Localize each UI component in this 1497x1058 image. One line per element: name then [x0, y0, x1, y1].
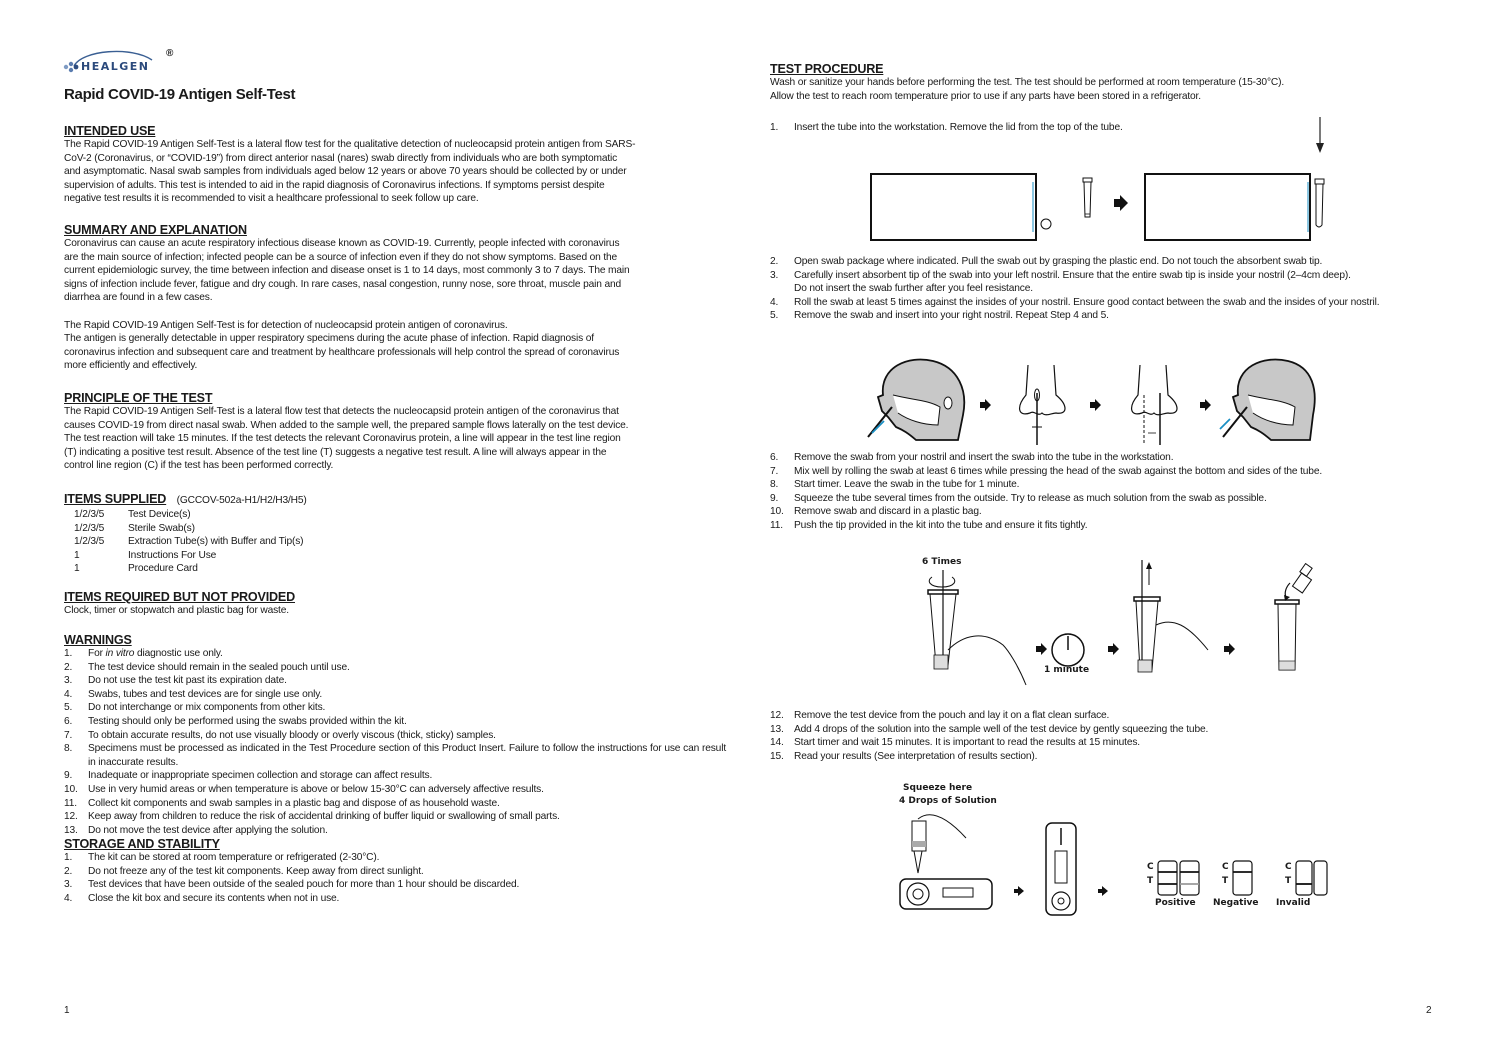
item-number: 5. [770, 310, 779, 322]
item-name: Sterile Swab(s) [128, 522, 195, 534]
workstation-empty [871, 174, 1051, 240]
tube-icon [1083, 178, 1092, 217]
procedure-steps-12-15 [770, 709, 1450, 763]
text-line: negative test results it is recommended to visit a healthcare professional to seek follow up care. [64, 193, 479, 205]
arrow-right-icon [1224, 643, 1235, 655]
healgen-logo [62, 46, 192, 80]
item-number: 4. [64, 688, 73, 700]
arrow-right-icon [1036, 643, 1047, 655]
item-text: diagnostic use only. [134, 648, 223, 659]
list-item [770, 478, 1450, 492]
item-number: 12. [770, 710, 784, 721]
section-body [64, 237, 726, 373]
device-vertical [1046, 823, 1076, 915]
minute-label: 1 minute [1044, 665, 1090, 675]
text-line: coronavirus infection and subsequent care and treatment by healthcare professionals will help control the spread of coronavirus [64, 346, 620, 358]
section-body [64, 138, 726, 206]
text-line: Coronavirus can cause an acute respiratory infectious disease known as COVID-19. Currently, people infected with coronavirus [64, 238, 620, 249]
list-item [770, 505, 1450, 519]
times-label: 6 Times [922, 557, 962, 567]
item-number: 1. [770, 122, 779, 133]
items-list [64, 508, 726, 576]
list-item [64, 661, 726, 675]
result-invalid [1296, 861, 1327, 895]
section-items-required [64, 590, 726, 618]
arrow-right-icon [1108, 643, 1119, 655]
product-code: (GCCOV-502a-H1/H2/H3/H5) [176, 495, 307, 506]
section-body [64, 405, 726, 473]
list-item [64, 715, 726, 729]
mixing-graphics [908, 555, 1348, 695]
item-text: Use in very humid areas or when temperature is above or below 15-30°C can adversely affective results. [88, 783, 544, 795]
down-arrow-icon [1316, 117, 1324, 153]
list-item [770, 465, 1450, 479]
item-text: Remove the test device from the pouch and lay it on a flat clean surface. [794, 710, 1110, 721]
item-number: 2. [64, 661, 73, 673]
item-number: 2. [770, 256, 779, 267]
t-label: T [1222, 876, 1229, 886]
device-horizontal-with-tube [900, 815, 992, 909]
list-item [64, 647, 726, 661]
positive-label: Positive [1155, 898, 1196, 908]
list-item [770, 709, 1450, 723]
section-items-supplied [64, 490, 726, 576]
text-line: causes COVID-19 from direct nasal swab. When added to the sample well, the prepared sample flows laterally on the test device. [64, 419, 629, 431]
procedure-intro [770, 76, 1450, 103]
list-item [770, 255, 1450, 269]
item-text: The test device should remain in the sealed pouch until use. [88, 661, 350, 673]
text-line: signs of infection include fever, fatigue and dry cough. In rare cases, nasal congestion, runny nose, sore throat, muscle pain and [64, 278, 622, 290]
clock-icon [1052, 634, 1084, 666]
item-text: Squeeze the tube several times from the outside. Try to release as much solution from the swab as possible. [794, 492, 1267, 504]
squeeze-here-label: Squeeze here [903, 783, 973, 793]
text-line: The Rapid COVID-19 Antigen Self-Test is a lateral flow test that detects the nucleocapsid protein antigen of the coronavirus that [64, 406, 619, 417]
section-heading: ITEMS SUPPLIED [64, 492, 167, 506]
section-heading: PRINCIPLE OF THE TEST [64, 391, 213, 405]
list-item [770, 269, 1450, 296]
text-line: and asymptomatic. Nasal swab samples from individuals aged below 12 years or above 70 years should be collected by or under [64, 166, 627, 178]
item-name: Test Device(s) [128, 509, 191, 520]
list-item [64, 797, 726, 811]
text-line: CoV-2 (Coronavirus, or “COVID-19”) from direct anterior nasal (nares) swab directly from individuals who are both symptomatic [64, 152, 618, 164]
list-item [770, 492, 1450, 506]
results-graphics [888, 783, 1328, 918]
item-number: 9. [64, 770, 73, 782]
text-line: (T) indicating a positive test result. Absence of the test line (T) suggests a negative test result. A line will always appear in the [64, 446, 607, 458]
section-heading: STORAGE AND STABILITY [64, 837, 220, 851]
item-text: Start timer and wait 15 minutes. It is important to read the results at 15 minutes. [794, 737, 1140, 749]
item-text: Do not use the test kit past its expiration date. [88, 675, 287, 687]
storage-list [64, 851, 726, 905]
item-number: 3. [770, 269, 779, 281]
page-number: 1 [64, 1005, 70, 1016]
item-text: Read your results (See interpretation of results section). [794, 750, 1038, 762]
section-test-procedure [770, 62, 1450, 103]
item-text: Collect kit components and swab samples in a plastic bag and dispose of as household waste. [88, 797, 500, 809]
section-heading: INTENDED USE [64, 124, 156, 138]
item-number: 7. [64, 729, 73, 741]
item-number: 3. [64, 675, 73, 687]
item-text: The kit can be stored at room temperature or refrigerated (2-30°C). [88, 852, 380, 863]
page-right [748, 0, 1497, 1058]
item-text: Open swab package where indicated. Pull the swab out by grasping the plastic end. Do not touch the absorbent swab tip. [794, 256, 1323, 267]
item-number: 8. [770, 479, 779, 491]
section-warnings [64, 633, 726, 837]
page-number: 2 [1426, 1005, 1432, 1016]
list-item [770, 309, 1450, 323]
list-item [64, 769, 726, 783]
item-text: Remove the swab from your nostril and insert the swab into the tube in the workstation. [794, 452, 1174, 463]
item-qty: 1/2/3/5 [74, 522, 105, 534]
c-label: C [1222, 862, 1229, 872]
list-item [64, 824, 726, 838]
results-figure [888, 783, 1328, 918]
list-item [770, 296, 1450, 310]
item-text: Testing should only be performed using the swabs provided within the kit. [88, 715, 407, 727]
list-item [64, 742, 726, 769]
negative-label: Negative [1213, 898, 1259, 908]
list-item [64, 535, 726, 549]
item-text: Do not interchange or mix components from other kits. [88, 702, 326, 714]
section-heading: SUMMARY AND EXPLANATION [64, 223, 247, 237]
invalid-label: Invalid [1276, 898, 1311, 908]
item-number: 3. [64, 879, 73, 891]
item-number: 15. [770, 750, 784, 762]
item-number: 1. [64, 852, 73, 863]
item-number: 2. [64, 865, 73, 877]
nose-swab-insert [1020, 365, 1065, 445]
workstation-figure [848, 115, 1348, 245]
mixing-figure [908, 555, 1348, 695]
section-heading: TEST PROCEDURE [770, 62, 884, 76]
item-text: Carefully insert absorbent tip of the swab into your left nostril. Ensure that the entire swab tip is inside your nostril (2–4cm deep). Do not insert the swab further after you feel resistance. [794, 269, 1351, 295]
item-text: Swabs, tubes and test devices are for single use only. [88, 688, 323, 700]
section-intended-use [64, 124, 726, 206]
item-number: 12. [64, 811, 78, 823]
item-text: Mix well by rolling the swab at least 6 times while pressing the head of the swab against the bottom and sides of the tube. [794, 465, 1323, 477]
arrow-right-icon [1114, 195, 1128, 211]
list-item [770, 519, 1450, 533]
text-line: The Rapid COVID-19 Antigen Self-Test is for detection of nucleocapsid protein antigen of coronavirus. [64, 319, 508, 331]
item-qty: 1/2/3/5 [74, 536, 105, 548]
item-text: Do not freeze any of the test kit components. Keep away from direct sunlight. [88, 865, 424, 877]
list-item [64, 783, 726, 797]
item-text: For [88, 648, 106, 659]
item-text: Insert the tube into the workstation. Remove the lid from the top of the tube. [794, 122, 1123, 133]
item-text: Start timer. Leave the swab in the tube for 1 minute. [794, 479, 1020, 491]
item-name: Procedure Card [128, 563, 198, 575]
arrow-right-icon [1200, 399, 1211, 411]
document-title: Rapid COVID-19 Antigen Self-Test [64, 86, 296, 103]
arrow-right-icon [980, 399, 991, 411]
item-text: Inadequate or inappropriate specimen collection and storage can affect results. [88, 770, 433, 782]
item-name: Extraction Tube(s) with Buffer and Tip(s) [128, 536, 304, 548]
item-qty: 1 [74, 563, 80, 575]
list-item [64, 522, 726, 536]
list-item [64, 810, 726, 824]
item-number: 5. [64, 702, 73, 714]
section-heading: ITEMS REQUIRED BUT NOT PROVIDED [64, 590, 295, 604]
workstation-with-tube [1145, 174, 1324, 240]
item-number: 1. [64, 648, 73, 659]
section-summary [64, 223, 726, 373]
section-storage [64, 837, 726, 905]
item-text: Push the tip provided in the kit into the tube and ensure it fits tightly. [794, 519, 1088, 531]
nose-swab-rotate [1132, 365, 1177, 445]
text-line: Allow the test to reach room temperature prior to use if any parts have been stored in a refrigerator. [770, 90, 1201, 102]
item-name: Instructions For Use [128, 549, 217, 561]
item-text: Remove the swab and insert into your right nostril. Repeat Step 4 and 5. [794, 310, 1109, 322]
procedure-steps-2-5 [770, 255, 1450, 323]
item-text: Specimens must be processed as indicated in the Test Procedure section of this Product Insert. Failure to follow the instructions for use can result in inaccurate results. [88, 743, 726, 768]
section-heading: WARNINGS [64, 633, 132, 647]
item-number: 4. [770, 296, 779, 308]
item-qty: 1/2/3/5 [74, 509, 105, 520]
c-label: C [1147, 862, 1154, 872]
result-positive [1158, 861, 1199, 895]
item-text: Remove swab and discard in a plastic bag. [794, 506, 982, 518]
item-qty: 1 [74, 549, 80, 561]
tube-squeeze-swab [1134, 560, 1208, 672]
item-number: 4. [64, 892, 73, 904]
section-body: Clock, timer or stopwatch and plastic bag for waste. [64, 605, 289, 616]
arrow-right-icon [1090, 399, 1101, 411]
text-line: Wash or sanitize your hands before performing the test. The test should be performed at room temperature (15-30°C). [770, 77, 1285, 88]
item-text: To obtain accurate results, do not use visually bloody or overly viscous (thick, sticky) samples. [88, 729, 496, 741]
item-number: 14. [770, 737, 784, 749]
list-item [64, 892, 726, 906]
list-item [64, 688, 726, 702]
procedure-steps-6-11 [770, 451, 1450, 533]
t-label: T [1147, 876, 1154, 886]
arrow-right-icon [1098, 886, 1108, 896]
nasal-swab-figure [858, 355, 1318, 447]
item-number: 8. [64, 743, 73, 755]
list-item [770, 736, 1450, 750]
item-text: Close the kit box and secure its contents when not in use. [88, 892, 340, 904]
warnings-list [64, 647, 726, 837]
drops-label: 4 Drops of Solution [899, 796, 997, 806]
item-number: 6. [64, 715, 73, 727]
tube-with-tip [1275, 564, 1312, 670]
text-line: diarrhea are found in a few cases. [64, 292, 213, 304]
list-item [64, 549, 726, 563]
text-line: supervision of adults. This test is intended to aid in the rapid diagnosis of Coronavirus infections. If symptoms persist despite [64, 179, 605, 191]
item-text: Test devices that have been outside of the sealed pouch for more than 1 hour should be discarded. [88, 879, 520, 891]
c-label: C [1285, 862, 1292, 872]
head-right-swab [1220, 359, 1315, 440]
item-number: 13. [770, 723, 784, 735]
item-number: 13. [64, 824, 78, 836]
item-number: 9. [770, 492, 779, 504]
list-item [64, 508, 726, 522]
list-item [64, 878, 726, 892]
item-number: 10. [770, 506, 784, 518]
section-principle [64, 391, 726, 473]
arrow-right-icon [1014, 886, 1024, 896]
item-number: 6. [770, 452, 779, 463]
item-text-italic: in vitro [105, 648, 135, 659]
list-item [64, 851, 726, 865]
item-number: 7. [770, 465, 779, 477]
registered-mark: ® [166, 48, 174, 59]
item-text: Do not move the test device after applying the solution. [88, 824, 328, 836]
result-negative [1233, 861, 1252, 895]
list-item [64, 865, 726, 879]
text-line: more efficiently and effectively. [64, 360, 198, 372]
item-text: Add 4 drops of the solution into the sample well of the test device by gently squeezing the tube. [794, 723, 1209, 735]
item-text: Roll the swab at least 5 times against the insides of your nostril. Ensure good contact between the swab and the insides of your nostril. [794, 296, 1380, 308]
text-line: The test reaction will take 15 minutes. If the test detects the relevant Coronavirus protein, a line will appear in the test line region [64, 433, 621, 445]
logo-text: HEALGEN [81, 60, 150, 73]
list-item [770, 451, 1450, 465]
item-number: 11. [64, 797, 77, 809]
list-item [770, 750, 1450, 764]
tube-rolling-swab [928, 570, 1026, 685]
text-line: current epidemiologic survey, the time between infection and disease onset is 1 to 14 days, most commonly 3 to 7 days. The main [64, 265, 630, 277]
text-line: are the main source of infection; infected people can be a source of infection even if they do not show symptoms. Based on the [64, 251, 618, 263]
list-item [770, 723, 1450, 737]
text-line: The Rapid COVID-19 Antigen Self-Test is a lateral flow test for the qualitative detection of nucleocapsid protein antigen from SARS- [64, 139, 636, 150]
list-item [64, 701, 726, 715]
item-number: 11. [770, 519, 783, 531]
text-line: The antigen is generally detectable in upper respiratory specimens during the acute phase of infection. Rapid diagnosis of [64, 333, 594, 345]
item-number: 10. [64, 783, 78, 795]
list-item [64, 674, 726, 688]
head-left-swab [868, 359, 964, 440]
item-text: Keep away from children to reduce the risk of accidental drinking of buffer liquid or swallowing of small parts. [88, 811, 560, 823]
list-item [64, 729, 726, 743]
page-left [0, 0, 748, 1058]
text-line: control line region (C) if the test has been performed correctly. [64, 460, 334, 472]
list-item [64, 562, 726, 576]
t-label: T [1285, 876, 1292, 886]
